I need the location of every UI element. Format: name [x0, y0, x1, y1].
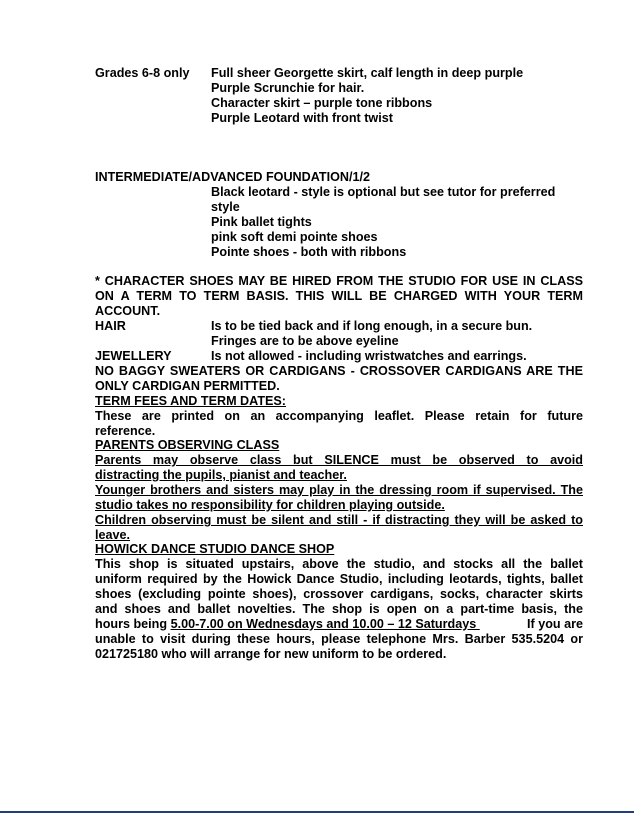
shop-hours-prefix: hours being [95, 617, 171, 631]
intermediate-item: Black leotard - style is optional but see tutor for preferred [211, 185, 556, 199]
shop-hours-underlined: 5.00-7.00 on Wednesdays and 10.00 – 12 Saturdays [170, 617, 480, 631]
intermediate-item: style [211, 200, 240, 214]
parents-line: studio takes no responsibility for children playing outside. [95, 498, 445, 512]
parents-line: leave. [95, 528, 131, 542]
parents-heading: PARENTS OBSERVING CLASS [95, 438, 280, 452]
cardigans-line: NO BAGGY SWEATERS OR CARDIGANS - CROSSOVER CARDIGANS ARE THE [95, 364, 583, 378]
parents-line: distracting the pupils, pianist and teacher. [95, 468, 347, 482]
character-shoes-line: * CHARACTER SHOES MAY BE HIRED FROM THE STUDIO FOR USE IN CLASS [95, 274, 583, 288]
shop-line: This shop is situated upstairs, above the studio, and stocks all the ballet [95, 557, 583, 571]
grades-item: Character skirt – purple tone ribbons [211, 96, 433, 110]
grades-item: Purple Scrunchie for hair. [211, 81, 365, 95]
hair-text: Fringes are to be above eyeline [211, 334, 399, 348]
shop-line: 021725180 who will arrange for new uniform to be ordered. [95, 647, 447, 661]
jewellery-label: JEWELLERY [95, 349, 172, 363]
shop-line: shoes (excluding pointe shoes), crossover cardigans, socks, character skirts [95, 587, 583, 601]
shop-hours-suffix: If you are [523, 617, 583, 631]
intermediate-item: pink soft demi pointe shoes [211, 230, 378, 244]
parents-line: Children observing must be silent and still - if distracting they will be asked to [95, 513, 583, 527]
shop-line: unable to visit during these hours, please telephone Mrs. Barber 535.5204 or [95, 632, 583, 646]
term-fees-line: These are printed on an accompanying leaflet. Please retain for future [95, 409, 583, 423]
grades-item: Full sheer Georgette skirt, calf length in deep purple [211, 66, 524, 80]
shop-heading: HOWICK DANCE STUDIO DANCE SHOP [95, 542, 335, 556]
jewellery-text: Is not allowed - including wristwatches and earrings. [211, 349, 527, 363]
character-shoes-line: ACCOUNT. [95, 304, 161, 318]
hair-label: HAIR [95, 319, 126, 333]
cardigans-line: ONLY CARDIGAN PERMITTED. [95, 379, 280, 393]
shop-line: uniform required by the Howick Dance Studio, including leotards, tights, ballet [95, 572, 583, 586]
intermediate-item: Pink ballet tights [211, 215, 312, 229]
shop-line: and shoes and ballet novelties. The shop is open on a part-time basis, the [95, 602, 583, 616]
parents-line: Parents may observe class but SILENCE must be observed to avoid [95, 453, 583, 467]
grades-label: Grades 6-8 only [95, 66, 190, 80]
term-fees-heading: TERM FEES AND TERM DATES: [95, 394, 287, 408]
hair-text: Is to be tied back and if long enough, in a secure bun. [211, 319, 533, 333]
term-fees-line: reference. [95, 424, 156, 438]
shop-hours-line [95, 617, 583, 632]
grades-item: Purple Leotard with front twist [211, 111, 393, 125]
parents-line: Younger brothers and sisters may play in the dressing room if supervised. The [95, 483, 583, 497]
intermediate-heading: INTERMEDIATE/ADVANCED FOUNDATION/1/2 [95, 170, 370, 184]
intermediate-item: Pointe shoes - both with ribbons [211, 245, 407, 259]
character-shoes-line: ON A TERM TO TERM BASIS. THIS WILL BE CHARGED WITH YOUR TERM [95, 289, 583, 303]
